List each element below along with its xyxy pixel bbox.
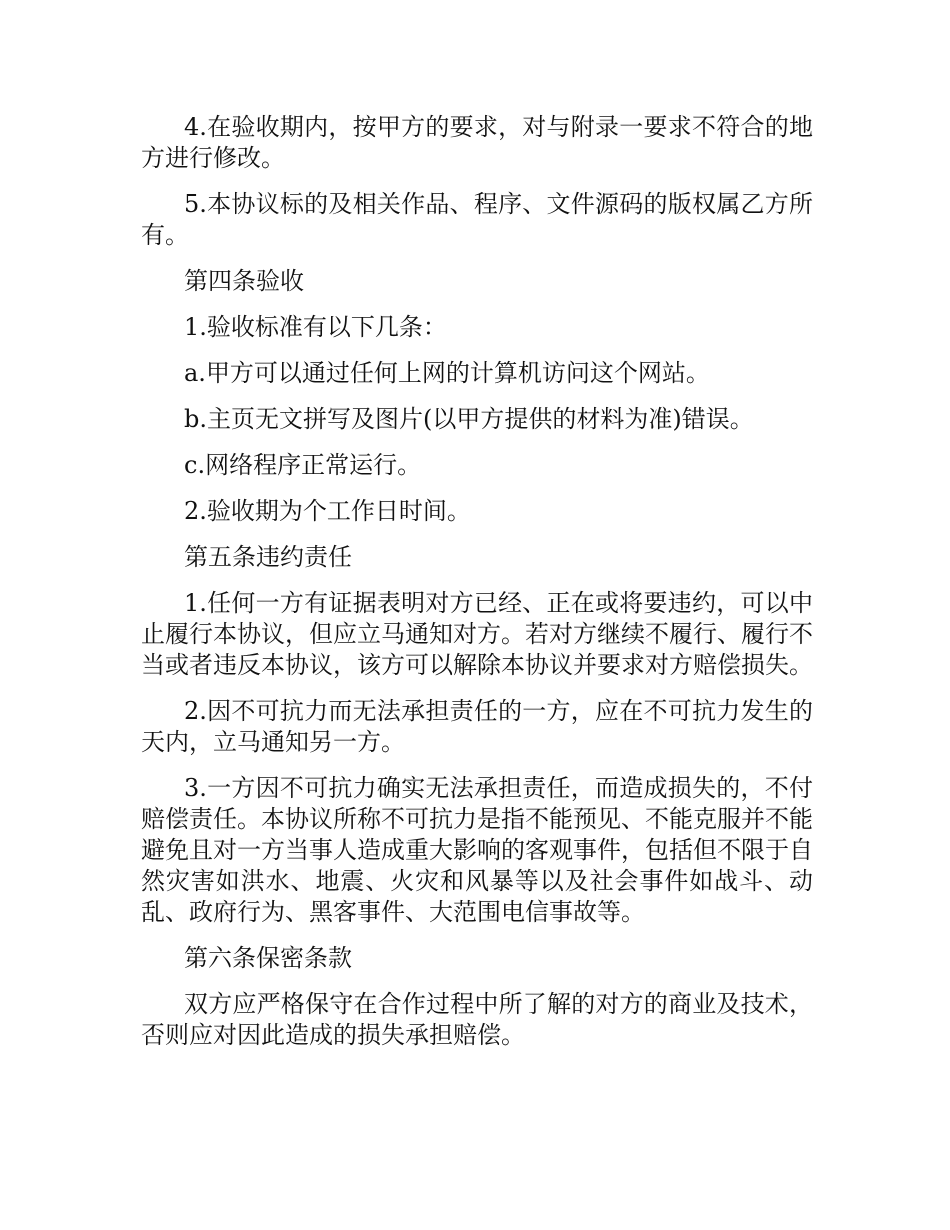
clause-4-revision: 4.在验收期内，按甲方的要求，对与附录一要求不符合的地方进行修改。: [141, 113, 813, 172]
document-page: [141, 112, 813, 1066]
criteria-b: b.主页无文拼写及图片(以甲方提供的材料为准)错误。: [184, 405, 754, 433]
criteria-a: a.甲方可以通过任何上网的计算机访问这个网站。: [184, 359, 710, 387]
acceptance-period: 2.验收期为个工作日时间。: [184, 497, 471, 525]
acceptance-criteria-intro: 1.验收标准有以下几条：: [184, 313, 447, 341]
breach-clause-2: 2.因不可抗力而无法承担责任的一方，应在不可抗力发生的天内，立马通知另一方。: [141, 697, 813, 756]
criteria-c: c.网络程序正常运行。: [184, 451, 422, 479]
article-6-heading: 第六条保密条款: [184, 944, 352, 972]
article-5-heading: 第五条违约责任: [184, 543, 352, 571]
breach-clause-3: 3.一方因不可抗力确实无法承担责任，而造成损失的，不付赔偿责任。本协议所称不可抗力是指不能预见、不能克服并不能避免且对一方当事人造成重大影响的客观事件，包括但不限于自然灾害如洪水、地震、火灾和风暴等以及社会事件如战斗、动乱、政府行为、黑客事件、大范围电信事故等。: [141, 774, 813, 926]
confidentiality-clause: 双方应严格保守在合作过程中所了解的对方的商业及技术，否则应对因此造成的损失承担赔偿。: [141, 990, 813, 1049]
clause-5-copyright: 5.本协议标的及相关作品、程序、文件源码的版权属乙方所有。: [141, 190, 813, 249]
breach-clause-1: 1.任何一方有证据表明对方已经、正在或将要违约，可以中止履行本协议，但应立马通知对方。若对方继续不履行、履行不当或者违反本协议，该方可以解除本协议并要求对方赔偿损失。: [141, 589, 813, 679]
article-4-heading: 第四条验收: [184, 267, 304, 295]
